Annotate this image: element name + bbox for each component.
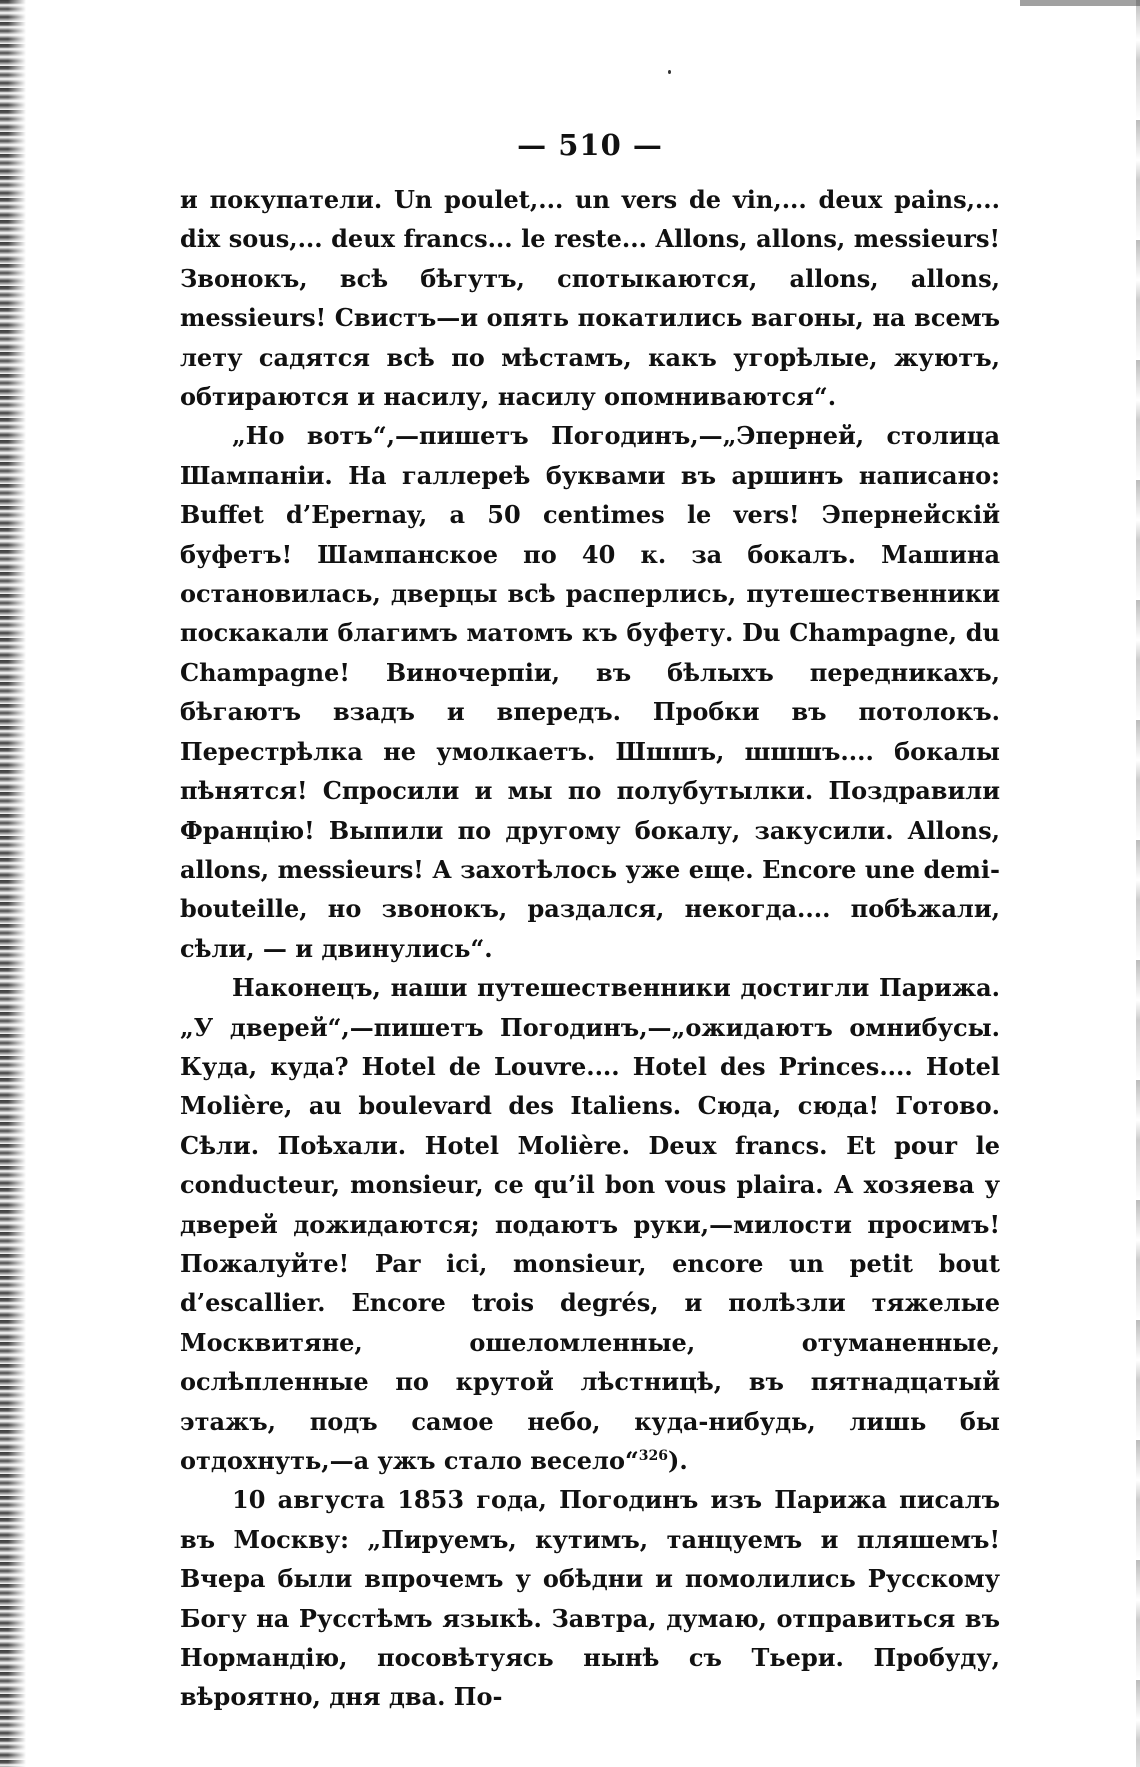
page-number: — 510 —: [517, 128, 663, 162]
scan-speck: [668, 70, 671, 74]
scan-top-right-mark: [1020, 0, 1140, 6]
book-page: [180, 128, 1000, 1717]
paragraph-1: и покупатели. Un poulet,... un vers de vin,... deux pains,... dix sous,... deux francs... le reste... Allons, allons, messieurs! Звонокъ, всѣ бѣгутъ, спотыкаются, allons, allons, messieurs! Свистъ—и опять покатились вагоны, на всемъ лету садятся всѣ по мѣстамъ, какъ угорѣлые, жуютъ, обтираются и насилу, насилу опомниваются“.: [180, 185, 1000, 412]
scan-right-edge: [1136, 0, 1140, 1767]
scan-left-edge: [0, 0, 26, 1767]
footnote-reference: 326: [638, 1448, 669, 1464]
paragraph-2: „Но вотъ“,—пишетъ Погодинъ,—„Эперней, столица Шампаніи. На галлереѣ буквами въ аршинъ написано: Buffet d’Epernay, а 50 centimes le verѕ! Эпернейскій буфетъ! Шампанское по 40 к. за бокалъ. Машина остановилась, дверцы всѣ расперлись, путешественники поскакали благимъ матомъ къ буфету. Du Champagne, du Champagne! Виночерпіи, въ бѣлыхъ передникахъ, бѣгаютъ взадъ и впередъ. Пробки въ потолокъ. Перестрѣлка не умолкаетъ. Шшшъ, шшшъ.... бокалы пѣнятся! Спросили и мы по полубутылки. Поздравили Францію! Выпили по другому бокалу, закусили. Allons, allons, messieurs! А захотѣлось уже еще. Encore une demi-bouteille, но звонокъ, раздался, некогда.... побѣжали, сѣли, — и двинулись“.: [180, 421, 1000, 963]
paragraph-4: 10 августа 1853 года, Погодинъ изъ Парижа писалъ въ Москву: „Пируемъ, кутимъ, танцуемъ и пляшемъ! Вчера были впрочемъ у обѣдни и помолились Русскому Богу на Русстѣмъ языкѣ. Завтра, думаю, отправиться въ Нормандію, посовѣтуясь нынѣ съ Тьери. Пробуду, вѣроятно, дня два. По-: [180, 1485, 1000, 1712]
paragraph-3-tail: ).: [668, 1446, 688, 1475]
paragraph-3-text: Наконецъ, наши путешественники достигли Парижа. „У дверей“,—пишетъ Погодинъ,—„ожидаютъ омнибусы. Куда, куда? Hotel de Louvre.... Hotel des Princes.... Hotel Molière, au boulevard des Italiens. Сюда, сюда! Готово. Сѣли. Поѣхали. Hotel Molière. Deux francs. Et pour le conducteur, monsieur, ce qu’il bon vous plaira. А хозяева у дверей дожидаются; подаютъ руки,—милости просимъ! Пожалуйте! Par ici, monsieur, encore un petit bout d’escallier. Encore trois degrés, и полѣзли тяжелые Москвитяне, ошеломленные, отуманенные, ослѣпленные по крутой лѣстницѣ, въ пятнадцатый этажъ, подъ самое небо, куда-нибудь, лишь бы отдохнуть,—а ужъ стало весело“: [180, 973, 1000, 1475]
paragraph-3: [180, 968, 1000, 1480]
